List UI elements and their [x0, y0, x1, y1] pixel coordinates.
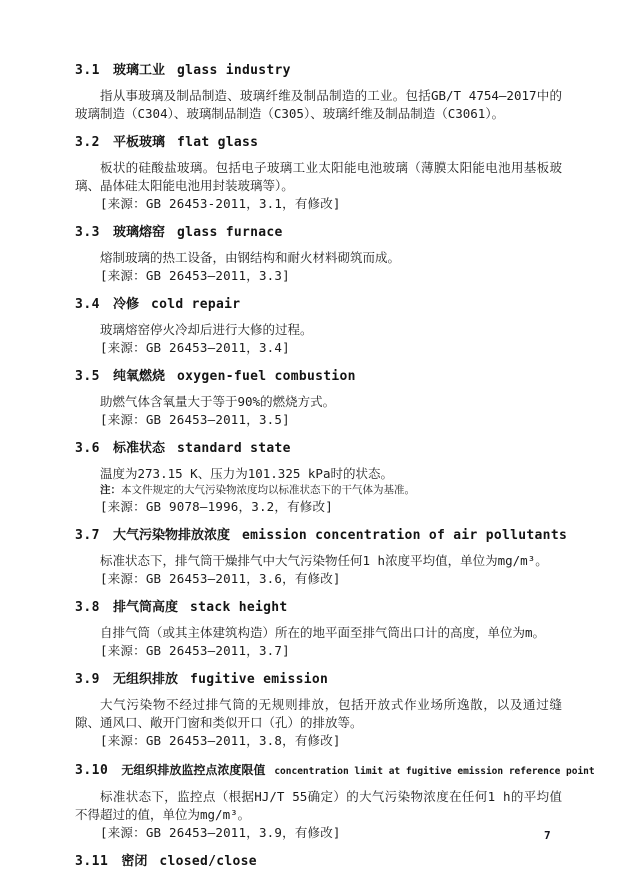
- term-english: concentration limit at fugitive emission reference point: [274, 766, 595, 777]
- term-chinese: 玻璃工业: [112, 63, 165, 78]
- term-chinese: 标准状态: [112, 441, 165, 456]
- term-chinese: 冷修: [112, 297, 139, 312]
- term-heading: [75, 853, 562, 871]
- term-chinese: 纯氧燃烧: [112, 369, 165, 384]
- term-heading: [75, 368, 562, 386]
- term-heading: [75, 671, 562, 689]
- term-heading: [75, 224, 562, 242]
- term-chinese: 无组织排放监控点浓度限值: [121, 763, 266, 777]
- term-number: 3.5: [75, 369, 100, 384]
- term-definition: 温度为273.15 K、压力为101.325 kPa时的状态。: [100, 466, 393, 481]
- term-chinese: 无组织排放: [112, 672, 178, 687]
- term-section-3-3: [75, 224, 562, 285]
- term-number: 3.4: [75, 297, 100, 312]
- term-heading: [75, 761, 595, 781]
- term-section-3-7: [75, 527, 568, 588]
- term-english: emission concentration of air pollutants: [242, 528, 568, 543]
- term-english: cold repair: [151, 297, 241, 312]
- term-heading: [75, 62, 562, 80]
- term-chinese: 密闭: [121, 854, 148, 869]
- term-chinese: 平板玻璃: [112, 135, 165, 150]
- term-source: [来源：GB 26453—2011，3.8，有修改]: [100, 733, 341, 748]
- term-source: [来源：GB 9078—1996，3.2，有修改]: [100, 499, 333, 514]
- term-english: glass furnace: [177, 225, 283, 240]
- note-text: 本文件规定的大气污染物浓度均以标准状态下的干气体为基准。: [121, 484, 415, 496]
- term-chinese: 大气污染物排放浓度: [112, 528, 230, 543]
- term-english: standard state: [177, 441, 291, 456]
- term-chinese: 玻璃熔窑: [112, 225, 165, 240]
- term-heading: [75, 134, 562, 152]
- term-number: 3.1: [75, 63, 100, 78]
- term-note: [75, 483, 562, 498]
- term-heading: [75, 296, 562, 314]
- term-section-3-6: [75, 440, 562, 516]
- term-number: 3.11: [75, 854, 109, 869]
- term-number: 3.7: [75, 528, 100, 543]
- term-number: 3.10: [75, 763, 109, 778]
- term-english: closed/close: [159, 854, 257, 869]
- term-heading: [75, 440, 562, 458]
- term-english: flat glass: [177, 135, 259, 150]
- term-section-3-11: [75, 853, 562, 871]
- term-section-3-8: [75, 599, 562, 660]
- term-chinese: 排气筒高度: [112, 600, 178, 615]
- term-source: [来源：GB 26453—2011，3.7]: [100, 643, 290, 658]
- term-definition: 自排气筒（或其主体建筑构造）所在的地平面至排气筒出口计的高度，单位为m。: [100, 625, 546, 640]
- term-definition: 助燃气体含氧量大于等于90%的燃烧方式。: [100, 394, 336, 409]
- term-definition: 熔制玻璃的热工设备，由钢结构和耐火材料砌筑而成。: [100, 250, 401, 265]
- term-number: 3.2: [75, 135, 100, 150]
- term-section-3-5: [75, 368, 562, 429]
- term-source: [来源：GB 26453—2011，3.6，有修改]: [100, 571, 341, 586]
- term-definition: 标准状态下，监控点（根据HJ/T 55确定）的大气污染物浓度在任何1 h的平均值不得超过的值，单位为mg/m³。: [75, 789, 562, 822]
- term-number: 3.9: [75, 672, 100, 687]
- term-number: 3.3: [75, 225, 100, 240]
- term-section-3-4: [75, 296, 562, 357]
- term-number: 3.6: [75, 441, 100, 456]
- term-english: oxygen-fuel combustion: [177, 369, 356, 384]
- note-label: 注：: [100, 484, 121, 496]
- term-definition: 板状的硅酸盐玻璃。包括电子玻璃工业太阳能电池玻璃（薄膜太阳能电池用基板玻璃、晶体硅太阳能电池用封装玻璃等）。: [75, 160, 562, 193]
- term-source: [来源：GB 26453—2011，3.3]: [100, 268, 290, 283]
- term-section-3-2: [75, 134, 562, 213]
- term-definition: 指从事玻璃及制品制造、玻璃纤维及制品制造的工业。包括GB/T 4754—2017中的玻璃制造（C304）、玻璃制品制造（C305）、玻璃纤维及制品制造（C3061）。: [75, 88, 562, 121]
- term-definition: 标准状态下，排气筒干燥排气中大气污染物任何1 h浓度平均值，单位为mg/m³。: [100, 553, 548, 568]
- term-definition: 玻璃熔窑停火冷却后进行大修的过程。: [100, 322, 313, 337]
- term-definition: 大气污染物不经过排气筒的无规则排放，包括开放式作业场所逸散，以及通过缝隙、通风口、敞开门窗和类似开口（孔）的排放等。: [75, 697, 562, 730]
- term-heading: [75, 527, 568, 545]
- term-english: stack height: [190, 600, 288, 615]
- term-heading: [75, 599, 562, 617]
- page-number: 7: [544, 829, 551, 842]
- term-source: [来源：GB 26453—2011，3.4]: [100, 340, 290, 355]
- term-number: 3.8: [75, 600, 100, 615]
- term-section-3-9: [75, 671, 562, 750]
- term-english: glass industry: [177, 63, 291, 78]
- term-section-3-10: [75, 761, 595, 842]
- term-english: fugitive emission: [190, 672, 329, 687]
- term-source: [来源：GB 26453—2011，3.5]: [100, 412, 290, 427]
- term-source: [来源：GB 26453—2011，3.9，有修改]: [100, 825, 341, 840]
- term-source: [来源：GB 26453-2011，3.1，有修改]: [100, 196, 341, 211]
- term-section-3-1: [75, 62, 562, 123]
